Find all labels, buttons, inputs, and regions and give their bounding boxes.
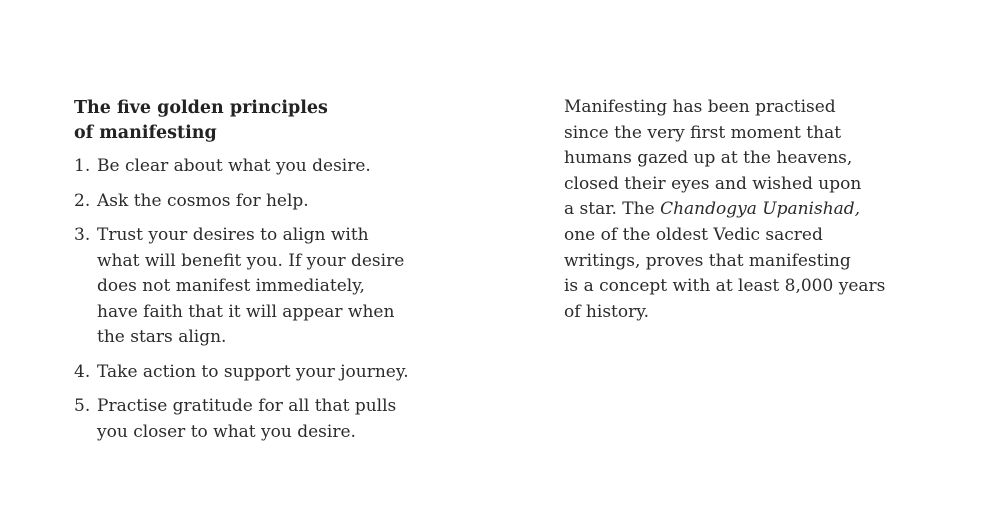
item-text: Be clear about what you desire. <box>97 156 371 176</box>
item-number: 2. <box>74 190 91 211</box>
item-number: 3. <box>74 225 91 245</box>
heading-line-2: of manifesting <box>74 123 217 143</box>
paragraph-line: writings, proves that manifesting <box>564 250 851 271</box>
item-text-line: have faith that it will appear when <box>97 301 395 322</box>
paragraph-line <box>564 197 974 223</box>
list-item <box>74 154 474 180</box>
item-text-line: you closer to what you desire. <box>97 421 356 442</box>
item-text: Take action to support your journey. <box>97 361 409 382</box>
paragraph-line: Manifesting has been practised <box>564 97 836 117</box>
paragraph-line: since the very first moment that <box>564 122 842 143</box>
principles-section <box>74 96 474 454</box>
item-number: 1. <box>74 156 91 176</box>
line-text: a star. The <box>564 199 661 220</box>
list-item <box>74 394 474 445</box>
history-paragraph <box>564 95 974 325</box>
list-item <box>74 223 474 351</box>
list-item <box>74 360 474 386</box>
heading-line-1: The five golden principles <box>74 98 328 118</box>
item-text-line: the stars align. <box>97 327 227 347</box>
list-item <box>74 189 474 215</box>
paragraph-line: of history. <box>564 301 649 322</box>
history-section <box>564 95 974 325</box>
book-title: Chandogya Upanishad, <box>660 199 861 220</box>
item-text-line: Practise gratitude for all that pulls <box>97 396 397 416</box>
item-text-line: Trust your desires to align with <box>97 225 369 245</box>
paragraph-line: is a concept with at least 8,000 years <box>564 276 886 297</box>
paragraph-line: humans gazed up at the heavens, <box>564 148 853 169</box>
item-number: 5. <box>74 396 91 416</box>
item-text <box>97 394 474 445</box>
section-heading <box>74 96 474 146</box>
item-text: Ask the cosmos for help. <box>97 190 309 211</box>
item-number: 4. <box>74 361 91 382</box>
principles-list <box>74 154 474 445</box>
paragraph-line: closed their eyes and wished upon <box>564 173 862 194</box>
item-text-line: does not manifest immediately, <box>97 276 365 296</box>
paragraph-line: one of the oldest Vedic sacred <box>564 224 823 245</box>
item-text-line: what will benefit you. If your desire <box>97 250 405 271</box>
item-text <box>97 223 474 351</box>
